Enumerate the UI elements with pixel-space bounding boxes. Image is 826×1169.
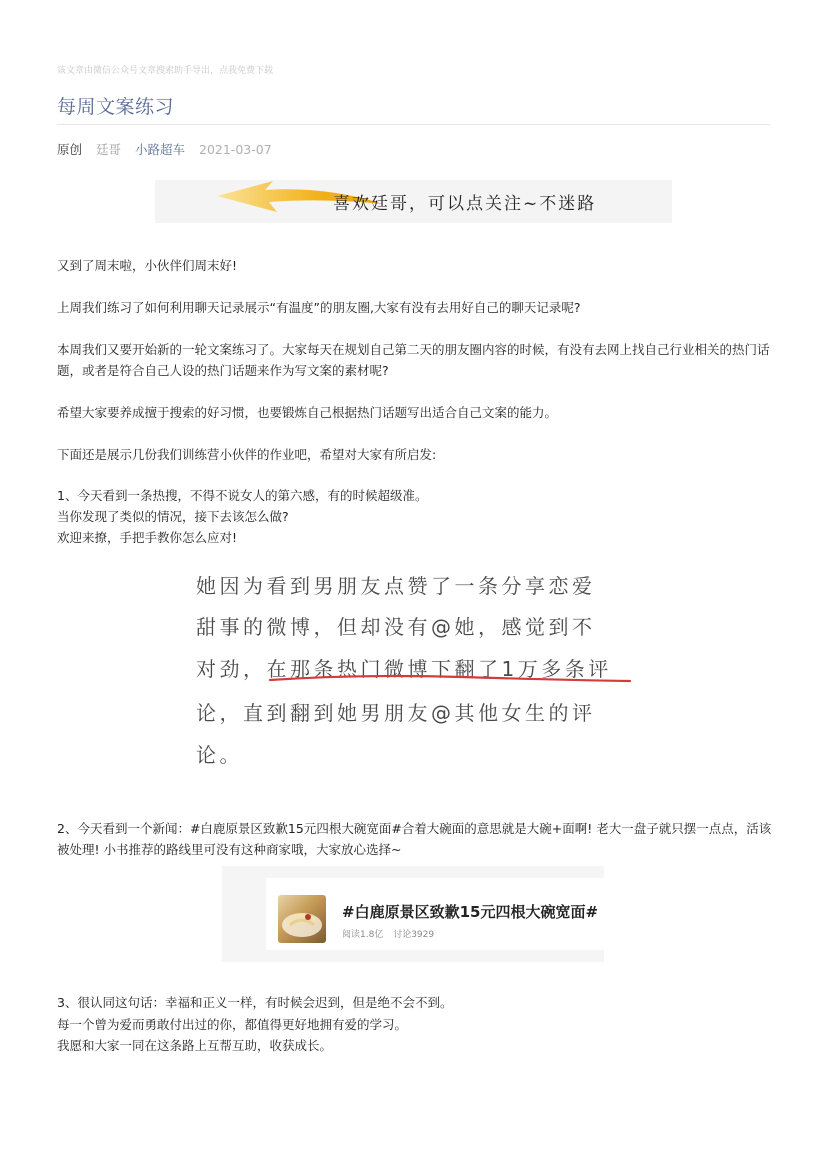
highlight-underline bbox=[192, 668, 632, 688]
quote-line: 论，直到翻到她男朋友@其他女生的评 bbox=[196, 701, 596, 725]
quote-line: 对劲，在那条热门微博下翻了1万多条评 bbox=[196, 657, 612, 681]
quote-line: 甜事的微博，但却没有@她，感觉到不 bbox=[196, 615, 596, 639]
paragraph-last-week: 上周我们练习了如何利用聊天记录展示“有温度”的朋友圈,大家有没有去用好自己的聊天记录呢? bbox=[57, 300, 581, 315]
title-divider bbox=[57, 124, 770, 125]
discussion-count: 讨论3929 bbox=[393, 930, 435, 940]
topic-stats bbox=[342, 927, 441, 940]
banner-text: 喜欢廷哥，可以点关注~不迷路 bbox=[333, 194, 597, 214]
account-link[interactable]: 小路超车 bbox=[135, 142, 186, 157]
item-3-line-2: 每一个曾为爱而勇敢付出过的你，都值得更好地拥有爱的学习。 bbox=[57, 1017, 408, 1032]
topic-title: #白鹿原景区致歉15元四根大碗宽面# bbox=[342, 903, 599, 921]
paragraph-habit: 希望大家要养成擅于搜索的好习惯，也要锻炼自己根据热门话题写出适合自己文案的能力。 bbox=[57, 405, 558, 420]
author-name: 廷哥 bbox=[96, 142, 122, 157]
paragraph-greeting: 又到了周末啦，小伙伴们周末好! bbox=[57, 258, 238, 273]
quote-line: 论。 bbox=[196, 743, 243, 767]
read-count: 阅读1.8亿 bbox=[342, 930, 384, 940]
item-2-paragraph: 2、今天看到一个新闻：#白鹿原景区致歉15元四根大碗宽面#合着大碗面的意思就是大碗+面啊! 老大一盘子就只摆一点点，活该被处理! 小书推荐的路线里可没有这种商家哦，大家放心选择~ bbox=[57, 821, 772, 857]
item-1-line-1: 1、今天看到一条热搜，不得不说女人的第六感，有的时候超级准。 bbox=[57, 488, 428, 503]
follow-banner bbox=[155, 180, 672, 223]
item-1-line-3: 欢迎来撩，手把手教你怎么应对! bbox=[57, 530, 238, 545]
quote-image bbox=[192, 560, 632, 780]
paragraph-this-week: 本周我们又要开始新的一轮文案练习了。大家每天在规划自己第二天的朋友圈内容的时候，有没有去网上找自己行业相关的热门话题，或者是符合自己人设的热门话题来作为写文案的素材呢? bbox=[57, 342, 770, 378]
page-title: 每周文案练习 bbox=[57, 96, 175, 118]
item-3-line-3: 我愿和大家一同在这条路上互帮互助，收获成长。 bbox=[57, 1038, 333, 1053]
export-notice[interactable]: 该文章由微信公众号文章搜索助手导出，点我免费下载 bbox=[57, 66, 274, 76]
noodle-bowl-icon bbox=[278, 895, 326, 943]
topic-card-body bbox=[266, 878, 604, 950]
publish-date: 2021-03-07 bbox=[199, 142, 272, 157]
quote-line: 她因为看到男朋友点赞了一条分享恋爱 bbox=[196, 574, 596, 598]
topic-card[interactable] bbox=[222, 866, 604, 962]
article-meta bbox=[57, 140, 282, 158]
item-1-line-2: 当你发现了类似的情况，接下去该怎么做? bbox=[57, 509, 289, 524]
paragraph-intro: 下面还是展示几份我们训练营小伙伴的作业吧，希望对大家有所启发: bbox=[57, 447, 437, 462]
original-label: 原创 bbox=[57, 142, 83, 157]
item-3-line-1: 3、很认同这句话：幸福和正义一样，有时候会迟到，但是绝不会不到。 bbox=[57, 995, 453, 1010]
topic-thumbnail bbox=[278, 895, 326, 943]
